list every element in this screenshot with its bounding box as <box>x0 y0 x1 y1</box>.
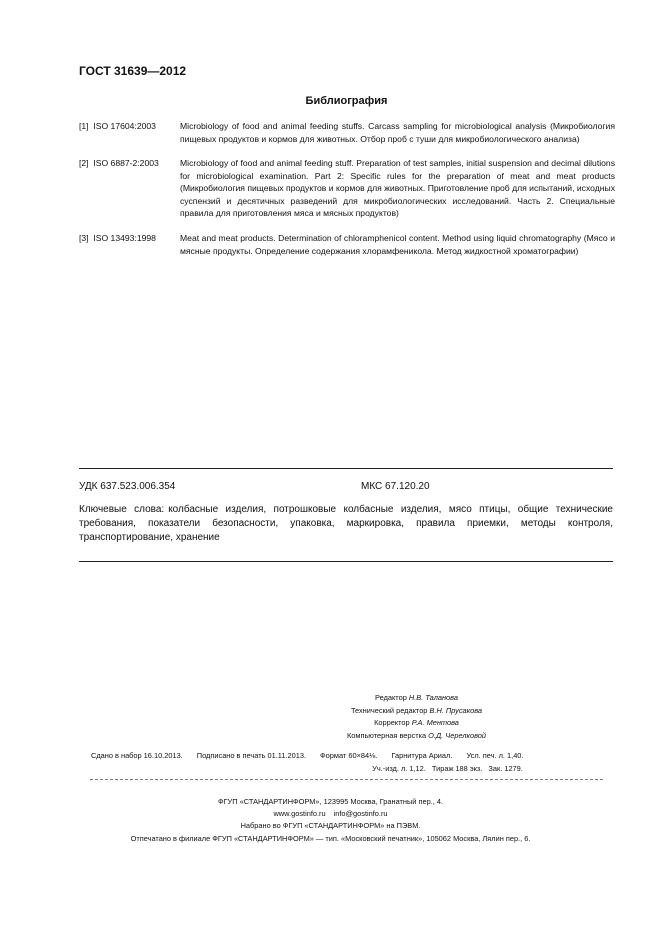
keywords-label: Ключевые слова: <box>79 504 165 515</box>
bibliography-title: Библиография <box>305 95 388 107</box>
keywords <box>79 503 613 545</box>
standard-number: ГОСТ 31639—2012 <box>79 64 187 78</box>
publisher-name: ФГУП «СТАНДАРТИНФОРМ», 123995 Москва, Гранатный пер., 4. <box>217 797 444 806</box>
credit-role: Корректор <box>374 718 410 728</box>
bibliography-entry-2 <box>79 157 615 220</box>
credit-name: Н.В. Таланова <box>408 693 458 702</box>
publisher-email: info@gostinfo.ru <box>333 809 388 819</box>
print-info-line-1 <box>91 751 535 760</box>
credit-role: Компьютерная верстка <box>346 730 427 740</box>
print-info-line-2 <box>0 764 661 773</box>
typeset-date: Сдано в набор 16.10.2013. <box>91 751 183 760</box>
bottom-divider <box>79 561 613 562</box>
typeface: Гарнитура Ариал. <box>391 751 453 760</box>
credit-name: О.Д. Черелковой <box>428 730 487 740</box>
entry-reference <box>79 120 156 133</box>
bibliography-entry-3 <box>79 232 615 257</box>
publisher-contacts <box>0 808 661 820</box>
credit-role: Редактор <box>375 693 407 702</box>
credits-block <box>0 692 661 742</box>
print-sheets: Усл. печ. л. 1,40. <box>466 751 524 760</box>
publisher-website: www.gostinfo.ru <box>273 809 326 819</box>
entry-code: ISO 17604:2003 <box>93 121 156 131</box>
credit-layout <box>0 730 661 743</box>
entry-text: Microbiology of food and animal feeding stuffs. Carcass sampling for microbiological analysis (Микробиология пищевых продуктов и кормов для животных. Отбор проб с туши для микробиологического анализа) <box>180 121 615 144</box>
credit-name: Р.А. Ментова <box>411 718 459 728</box>
print-run: Тираж 188 экз. <box>431 764 483 773</box>
entry-reference <box>79 232 156 245</box>
entry-text: Meat and meat products. Determination of chloramphenicol content. Method using liquid chromatography (Мясо и мясные продукты. Определение содержания хлорамфеникола. Метод жидкостной хроматографии) <box>180 233 615 256</box>
entry-number: [2] <box>79 158 89 168</box>
dashed-divider <box>90 779 603 780</box>
entry-code: ISO 13493:1998 <box>93 233 156 243</box>
bibliography-entry-1 <box>79 120 615 145</box>
paper-format: Формат 60×84⅛. <box>320 751 378 760</box>
entry-code: ISO 6887-2:2003 <box>93 158 159 168</box>
entry-text: Microbiology of food and animal feeding stuff. Preparation of test samples, initial suspension and decimal dilutions for microbiological examination. Part 2: Specific rules for the preparation of meat and meat products (Микробиология пищевых продуктов и кормов для животных. Приготовление проб для испытаний, исходных суспензий и десятичных разведений для микробиологических исследований. Часть 2. Специальные правила для приготовления мяса и мясных продуктов) <box>180 158 615 219</box>
entry-number: [1] <box>79 121 89 131</box>
typed-note: Набрано во ФГУП «СТАНДАРТИНФОРМ» на ПЭВМ. <box>240 821 421 831</box>
credit-name: В.Н. Прусакова <box>429 705 483 715</box>
printed-note: Отпечатано в филиале ФГУП «СТАНДАРТИНФОРМ» — тип. «Московский печатник», 105062 Москва, Лялин пер., 6. <box>130 833 531 843</box>
entry-reference <box>79 157 159 170</box>
entry-number: [3] <box>79 233 89 243</box>
publisher-block <box>0 796 661 845</box>
credit-editor <box>0 692 661 705</box>
top-divider <box>79 468 613 469</box>
credit-tech-editor <box>0 705 661 718</box>
credit-role: Технический редактор <box>350 705 428 715</box>
credit-proofreader <box>0 717 661 730</box>
signed-date: Подписано в печать 01.11.2013. <box>196 751 306 760</box>
order-number: Зак. 1279. <box>488 764 523 773</box>
udk-code: УДК 637.523.006.354 <box>79 481 176 492</box>
keywords-text: колбасные изделия, потрошковые колбасные изделия, мясо птицы, общие технические требования, показатели безопасности, упаковка, маркировка, правила приемки, методы контроля, транспортирование, хранение <box>79 504 613 543</box>
mks-code: МКС 67.120.20 <box>361 481 430 492</box>
publishing-sheets: Уч.-изд. л. 1,12. <box>372 764 426 773</box>
